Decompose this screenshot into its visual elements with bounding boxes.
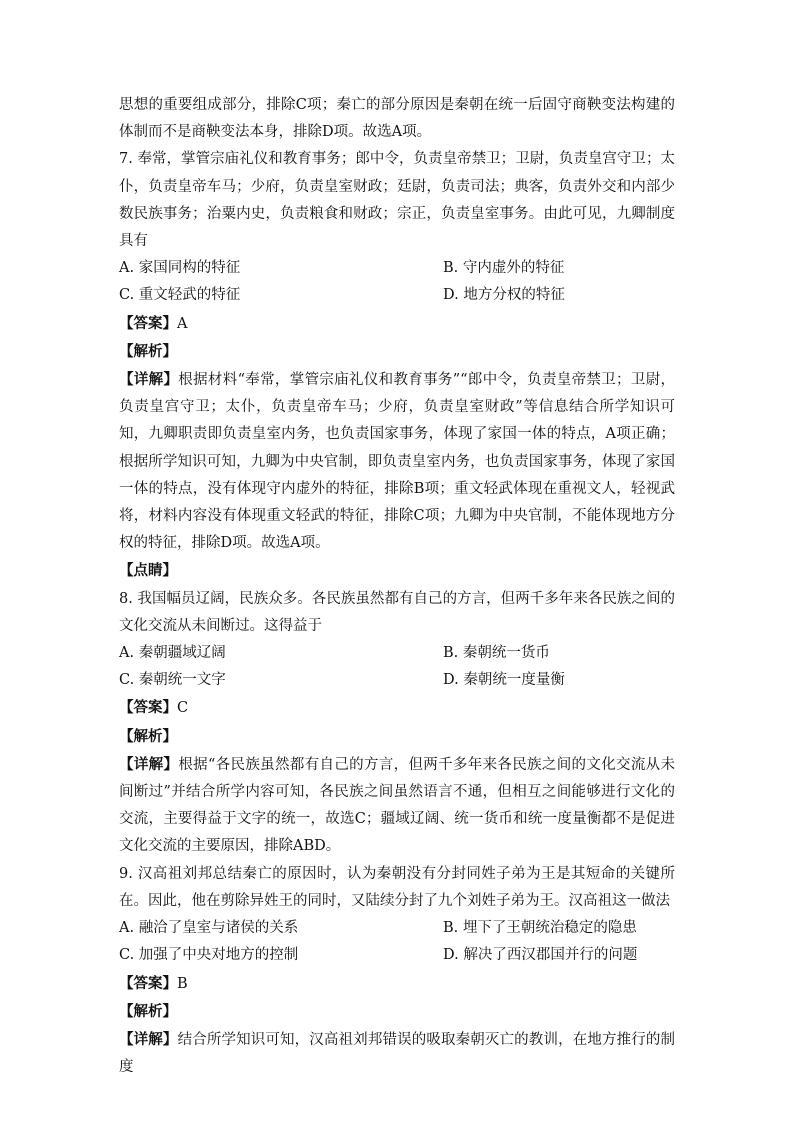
option-b: B. 埋下了王朝统治稳定的隐患 — [443, 920, 637, 937]
question-9-analysis-heading: 【解析】 — [119, 1002, 177, 1020]
option-c: C. 重文轻武的特征 — [119, 287, 241, 304]
question-7-analysis-heading: 【解析】 — [119, 342, 177, 360]
question-8-detail: 【详解】根据“各民族虽然都有自己的方言，但两千多年来各民族之间的文化交流从未间断过”并结合所学内容可知，各民族之间虽然语言不通，但相互之间能够进行文化的交流，主要得益于文字的统一，故选C；疆域辽阔、统一货币和统一度量衡都不是促进文化交流的主要原因，排除ABD。 — [119, 755, 675, 855]
option-a: A. 秦朝疆域辽阔 — [119, 645, 226, 662]
question-9-detail: 【详解】结合所学知识可知，汉高祖刘邦错误的吸取秦朝灭亡的教训，在地方推行的制度 — [119, 1030, 676, 1076]
option-d: D. 秦朝统一度量衡 — [443, 672, 565, 689]
question-9-options — [119, 915, 675, 969]
question-7-comment-heading: 【点睛】 — [119, 562, 177, 580]
option-d: D. 地方分权的特征 — [443, 287, 565, 304]
option-d: D. 解决了西汉郡国并行的问题 — [443, 947, 638, 964]
question-7-answer: 【答案】A — [119, 314, 188, 332]
document-page — [119, 92, 675, 1081]
option-c: C. 加强了中央对地方的控制 — [119, 947, 299, 964]
question-7-options — [119, 255, 675, 309]
question-8-answer: 【答案】C — [119, 699, 189, 717]
question-8-analysis-heading: 【解析】 — [119, 727, 177, 745]
option-c: C. 秦朝统一文字 — [119, 672, 226, 689]
question-9-stem: 9. 汉高祖刘邦总结秦亡的原因时，认为秦朝没有分封同姓子弟为王是其短命的关键所在。因此，他在剪除异姓王的同时，又陆续分封了九个刘姓子弟为王。汉高祖这一做法 — [119, 865, 675, 909]
option-a: A. 融洽了皇室与诸侯的关系 — [119, 920, 299, 937]
option-b: B. 守内虚外的特征 — [443, 260, 565, 277]
option-b: B. 秦朝统一货币 — [443, 645, 550, 662]
question-7-stem: 7. 奉常，掌管宗庙礼仪和教育事务；郎中令，负责皇帝禁卫；卫尉，负责皇宫守卫；太仆，负责皇帝车马；少府，负责皇室财政；廷尉，负责司法；典客，负责外交和内部少数民族事务；治粟内史，负责粮食和财政；宗正，负责皇室事务。由此可见，九卿制度具有 — [119, 151, 675, 250]
question-9-answer: 【答案】B — [119, 974, 188, 992]
question-8-options — [119, 640, 675, 694]
option-a: A. 家国同构的特征 — [119, 260, 241, 277]
question-8-stem: 8. 我国幅员辽阔，民族众多。各民族虽然都有自己的方言，但两千多年来各民族之间的文化交流从未间断过。这得益于 — [119, 590, 675, 634]
intro-paragraph: 思想的重要组成部分，排除C项；秦亡的部分原因是秦朝在统一后固守商鞅变法构建的体制而不是商鞅变法本身，排除D项。故选A项。 — [119, 97, 675, 141]
question-7-detail: 【详解】根据材料“奉常，掌管宗庙礼仪和教育事务”“郎中令，负责皇帝禁卫；卫尉，负责皇宫守卫；太仆，负责皇帝车马；少府，负责皇室财政”等信息结合所学知识可知，九卿职责即负责皇室内务，也负责国家事务，体现了家国一体的特点，A项正确；根据所学知识可知，九卿为中央官制，即负责皇室内务，也负责国家事务，体现了家国一体的特点，没有体现守内虚外的特征，排除B项；重文轻武体现在重视文人，轻视武将，材料内容没有体现重文轻武的特征，排除C项；九卿为中央官制，不能体现地方分权的特征，排除D项。故选A项。 — [119, 371, 676, 552]
